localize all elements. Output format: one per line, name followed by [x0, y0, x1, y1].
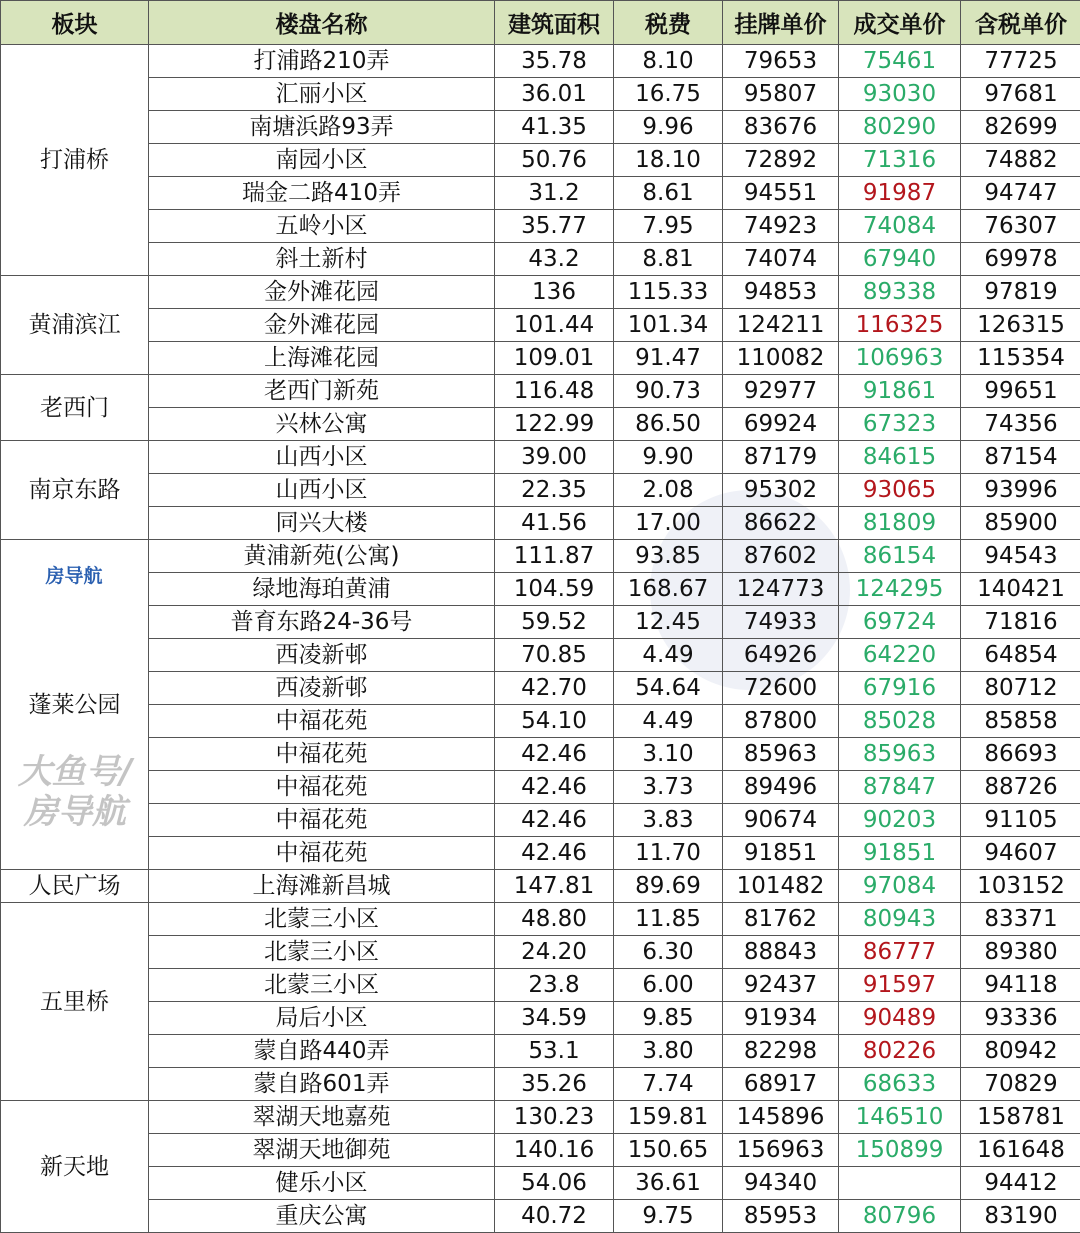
tax-cell: 9.96	[614, 111, 723, 144]
area-cell: 36.01	[495, 78, 614, 111]
tax-cell: 7.95	[614, 210, 723, 243]
deal-price-cell: 80943	[839, 903, 961, 936]
table-row	[1, 1035, 1080, 1068]
name-cell: 五岭小区	[149, 210, 495, 243]
tax-incl-price-cell: 74882	[961, 144, 1080, 177]
tax-cell: 11.70	[614, 837, 723, 870]
table-row	[1, 243, 1080, 276]
area-cell: 53.1	[495, 1035, 614, 1068]
list-price-cell: 90674	[723, 804, 839, 837]
name-cell: 中福花苑	[149, 738, 495, 771]
tax-cell: 93.85	[614, 540, 723, 573]
tax-incl-price-cell: 126315	[961, 309, 1080, 342]
list-price-cell: 86622	[723, 507, 839, 540]
table-row	[1, 804, 1080, 837]
tax-cell: 91.47	[614, 342, 723, 375]
tax-cell: 36.61	[614, 1167, 723, 1200]
deal-price-cell: 124295	[839, 573, 961, 606]
table-row	[1, 870, 1080, 903]
name-cell: 蒙自路440弄	[149, 1035, 495, 1068]
area-cell: 41.35	[495, 111, 614, 144]
tax-incl-price-cell: 91105	[961, 804, 1080, 837]
name-cell: 老西门新苑	[149, 375, 495, 408]
table-row	[1, 705, 1080, 738]
area-cell: 48.80	[495, 903, 614, 936]
tax-cell: 8.81	[614, 243, 723, 276]
deal-price-cell: 87847	[839, 771, 961, 804]
tax-incl-price-cell: 71816	[961, 606, 1080, 639]
name-cell: 金外滩花园	[149, 276, 495, 309]
tax-incl-price-cell: 77725	[961, 45, 1080, 78]
list-price-cell: 94853	[723, 276, 839, 309]
name-cell: 健乐小区	[149, 1167, 495, 1200]
tax-cell: 11.85	[614, 903, 723, 936]
tax-incl-price-cell: 115354	[961, 342, 1080, 375]
table-row	[1, 1101, 1080, 1134]
table-row	[1, 309, 1080, 342]
list-price-cell: 124773	[723, 573, 839, 606]
tax-cell: 86.50	[614, 408, 723, 441]
deal-price-cell: 91597	[839, 969, 961, 1002]
tax-incl-price-cell: 86693	[961, 738, 1080, 771]
deal-price-cell: 89338	[839, 276, 961, 309]
list-price-cell: 85963	[723, 738, 839, 771]
tax-cell: 6.00	[614, 969, 723, 1002]
name-cell: 南塘浜路93弄	[149, 111, 495, 144]
name-cell: 蒙自路601弄	[149, 1068, 495, 1101]
name-cell: 上海滩新昌城	[149, 870, 495, 903]
list-price-cell: 145896	[723, 1101, 839, 1134]
table-row	[1, 903, 1080, 936]
column-header: 税费	[614, 1, 723, 45]
tax-cell: 9.85	[614, 1002, 723, 1035]
table-row	[1, 144, 1080, 177]
deal-price-cell: 90203	[839, 804, 961, 837]
deal-price-cell: 68633	[839, 1068, 961, 1101]
block-cell: 打浦桥	[1, 45, 149, 276]
tax-cell: 16.75	[614, 78, 723, 111]
table-row	[1, 45, 1080, 78]
tax-incl-price-cell: 88726	[961, 771, 1080, 804]
area-cell: 35.78	[495, 45, 614, 78]
tax-cell: 7.74	[614, 1068, 723, 1101]
deal-price-cell: 84615	[839, 441, 961, 474]
deal-price-cell	[839, 1167, 961, 1200]
deal-price-cell: 90489	[839, 1002, 961, 1035]
deal-price-cell: 97084	[839, 870, 961, 903]
footer-watermark: 大鱼号/房导航	[8, 752, 142, 832]
deal-price-cell: 67916	[839, 672, 961, 705]
block-cell: 人民广场	[1, 870, 149, 903]
table-row	[1, 573, 1080, 606]
list-price-cell: 74933	[723, 606, 839, 639]
deal-price-cell: 93030	[839, 78, 961, 111]
logo-watermark: 房导航	[34, 556, 114, 596]
column-header: 含税单价	[961, 1, 1080, 45]
name-cell: 翠湖天地嘉苑	[149, 1101, 495, 1134]
area-cell: 35.26	[495, 1068, 614, 1101]
area-cell: 54.06	[495, 1167, 614, 1200]
name-cell: 局后小区	[149, 1002, 495, 1035]
tax-incl-price-cell: 80712	[961, 672, 1080, 705]
list-price-cell: 64926	[723, 639, 839, 672]
column-header: 楼盘名称	[149, 1, 495, 45]
deal-price-cell: 116325	[839, 309, 961, 342]
name-cell: 中福花苑	[149, 804, 495, 837]
tax-cell: 115.33	[614, 276, 723, 309]
block-cell: 五里桥	[1, 903, 149, 1101]
tax-cell: 8.10	[614, 45, 723, 78]
tax-incl-price-cell: 94747	[961, 177, 1080, 210]
tax-cell: 8.61	[614, 177, 723, 210]
table-row	[1, 210, 1080, 243]
tax-cell: 18.10	[614, 144, 723, 177]
name-cell: 北蒙三小区	[149, 903, 495, 936]
area-cell: 101.44	[495, 309, 614, 342]
table-row	[1, 342, 1080, 375]
name-cell: 西凌新邨	[149, 672, 495, 705]
name-cell: 金外滩花园	[149, 309, 495, 342]
list-price-cell: 82298	[723, 1035, 839, 1068]
list-price-cell: 83676	[723, 111, 839, 144]
area-cell: 109.01	[495, 342, 614, 375]
tax-incl-price-cell: 87154	[961, 441, 1080, 474]
list-price-cell: 156963	[723, 1134, 839, 1167]
tax-incl-price-cell: 89380	[961, 936, 1080, 969]
area-cell: 111.87	[495, 540, 614, 573]
list-price-cell: 74923	[723, 210, 839, 243]
table-row	[1, 474, 1080, 507]
deal-price-cell: 91987	[839, 177, 961, 210]
list-price-cell: 87800	[723, 705, 839, 738]
name-cell: 翠湖天地御苑	[149, 1134, 495, 1167]
column-header: 建筑面积	[495, 1, 614, 45]
column-header: 挂牌单价	[723, 1, 839, 45]
area-cell: 116.48	[495, 375, 614, 408]
table-row	[1, 276, 1080, 309]
area-cell: 54.10	[495, 705, 614, 738]
deal-price-cell: 150899	[839, 1134, 961, 1167]
table-row	[1, 1002, 1080, 1035]
name-cell: 同兴大楼	[149, 507, 495, 540]
deal-price-cell: 146510	[839, 1101, 961, 1134]
name-cell: 北蒙三小区	[149, 969, 495, 1002]
list-price-cell: 89496	[723, 771, 839, 804]
block-cell: 老西门	[1, 375, 149, 441]
table-row	[1, 606, 1080, 639]
area-cell: 42.46	[495, 837, 614, 870]
table-row	[1, 738, 1080, 771]
name-cell: 黄浦新苑(公寓)	[149, 540, 495, 573]
column-header: 板块	[1, 1, 149, 45]
tax-cell: 101.34	[614, 309, 723, 342]
table-row	[1, 639, 1080, 672]
table-row	[1, 1200, 1080, 1233]
name-cell: 西凌新邨	[149, 639, 495, 672]
tax-cell: 3.80	[614, 1035, 723, 1068]
deal-price-cell: 80290	[839, 111, 961, 144]
area-cell: 147.81	[495, 870, 614, 903]
column-header: 成交单价	[839, 1, 961, 45]
deal-price-cell: 91851	[839, 837, 961, 870]
table-row	[1, 969, 1080, 1002]
area-cell: 42.46	[495, 804, 614, 837]
list-price-cell: 91934	[723, 1002, 839, 1035]
tax-cell: 89.69	[614, 870, 723, 903]
area-cell: 35.77	[495, 210, 614, 243]
list-price-cell: 95302	[723, 474, 839, 507]
tax-incl-price-cell: 94607	[961, 837, 1080, 870]
table-row	[1, 672, 1080, 705]
table-row	[1, 1068, 1080, 1101]
deal-price-cell: 85963	[839, 738, 961, 771]
block-cell: 南京东路	[1, 441, 149, 540]
list-price-cell: 92977	[723, 375, 839, 408]
table-row	[1, 1167, 1080, 1200]
tax-incl-price-cell: 161648	[961, 1134, 1080, 1167]
tax-incl-price-cell: 69978	[961, 243, 1080, 276]
area-cell: 42.70	[495, 672, 614, 705]
list-price-cell: 81762	[723, 903, 839, 936]
table-row	[1, 111, 1080, 144]
tax-incl-price-cell: 80942	[961, 1035, 1080, 1068]
area-cell: 42.46	[495, 771, 614, 804]
tax-incl-price-cell: 83371	[961, 903, 1080, 936]
deal-price-cell: 67323	[839, 408, 961, 441]
list-price-cell: 79653	[723, 45, 839, 78]
deal-price-cell: 71316	[839, 144, 961, 177]
area-cell: 22.35	[495, 474, 614, 507]
tax-incl-price-cell: 94118	[961, 969, 1080, 1002]
tax-cell: 17.00	[614, 507, 723, 540]
table-row	[1, 936, 1080, 969]
name-cell: 重庆公寓	[149, 1200, 495, 1233]
area-cell: 130.23	[495, 1101, 614, 1134]
block-cell: 蓬莱公园	[1, 540, 149, 870]
tax-incl-price-cell: 85900	[961, 507, 1080, 540]
name-cell: 中福花苑	[149, 837, 495, 870]
table-row	[1, 540, 1080, 573]
name-cell: 南园小区	[149, 144, 495, 177]
tax-incl-price-cell: 70829	[961, 1068, 1080, 1101]
block-cell: 黄浦滨江	[1, 276, 149, 375]
tax-incl-price-cell: 74356	[961, 408, 1080, 441]
area-cell: 42.46	[495, 738, 614, 771]
area-cell: 140.16	[495, 1134, 614, 1167]
list-price-cell: 85953	[723, 1200, 839, 1233]
list-price-cell: 74074	[723, 243, 839, 276]
name-cell: 山西小区	[149, 474, 495, 507]
tax-incl-price-cell: 82699	[961, 111, 1080, 144]
deal-price-cell: 86154	[839, 540, 961, 573]
tax-incl-price-cell: 93336	[961, 1002, 1080, 1035]
list-price-cell: 95807	[723, 78, 839, 111]
name-cell: 瑞金二路410弄	[149, 177, 495, 210]
table-row	[1, 1134, 1080, 1167]
area-cell: 59.52	[495, 606, 614, 639]
tax-incl-price-cell: 158781	[961, 1101, 1080, 1134]
table-row	[1, 408, 1080, 441]
name-cell: 斜土新村	[149, 243, 495, 276]
tax-incl-price-cell: 140421	[961, 573, 1080, 606]
name-cell: 中福花苑	[149, 771, 495, 804]
name-cell: 山西小区	[149, 441, 495, 474]
list-price-cell: 124211	[723, 309, 839, 342]
name-cell: 汇丽小区	[149, 78, 495, 111]
name-cell: 北蒙三小区	[149, 936, 495, 969]
area-cell: 41.56	[495, 507, 614, 540]
block-cell: 新天地	[1, 1101, 149, 1233]
area-cell: 70.85	[495, 639, 614, 672]
table-row	[1, 78, 1080, 111]
list-price-cell: 87602	[723, 540, 839, 573]
area-cell: 40.72	[495, 1200, 614, 1233]
deal-price-cell: 93065	[839, 474, 961, 507]
area-cell: 23.8	[495, 969, 614, 1002]
tax-cell: 9.75	[614, 1200, 723, 1233]
tax-cell: 3.10	[614, 738, 723, 771]
tax-incl-price-cell: 64854	[961, 639, 1080, 672]
deal-price-cell: 74084	[839, 210, 961, 243]
tax-cell: 4.49	[614, 705, 723, 738]
deal-price-cell: 86777	[839, 936, 961, 969]
deal-price-cell: 80226	[839, 1035, 961, 1068]
tax-incl-price-cell: 103152	[961, 870, 1080, 903]
tax-incl-price-cell: 85858	[961, 705, 1080, 738]
list-price-cell: 94551	[723, 177, 839, 210]
table-row	[1, 837, 1080, 870]
tax-cell: 4.49	[614, 639, 723, 672]
tax-cell: 150.65	[614, 1134, 723, 1167]
name-cell: 上海滩花园	[149, 342, 495, 375]
tax-incl-price-cell: 76307	[961, 210, 1080, 243]
area-cell: 104.59	[495, 573, 614, 606]
tax-cell: 3.73	[614, 771, 723, 804]
tax-cell: 9.90	[614, 441, 723, 474]
deal-price-cell: 67940	[839, 243, 961, 276]
table-row	[1, 177, 1080, 210]
list-price-cell: 101482	[723, 870, 839, 903]
tax-cell: 3.83	[614, 804, 723, 837]
header-row	[1, 1, 1080, 45]
area-cell: 136	[495, 276, 614, 309]
tax-cell: 168.67	[614, 573, 723, 606]
deal-price-cell: 75461	[839, 45, 961, 78]
area-cell: 39.00	[495, 441, 614, 474]
list-price-cell: 72892	[723, 144, 839, 177]
tax-incl-price-cell: 99651	[961, 375, 1080, 408]
deal-price-cell: 91861	[839, 375, 961, 408]
name-cell: 兴林公寓	[149, 408, 495, 441]
area-cell: 31.2	[495, 177, 614, 210]
list-price-cell: 110082	[723, 342, 839, 375]
table-row	[1, 507, 1080, 540]
deal-price-cell: 106963	[839, 342, 961, 375]
area-cell: 34.59	[495, 1002, 614, 1035]
tax-incl-price-cell: 93996	[961, 474, 1080, 507]
tax-cell: 12.45	[614, 606, 723, 639]
table-row	[1, 441, 1080, 474]
tax-cell: 54.64	[614, 672, 723, 705]
tax-incl-price-cell: 94412	[961, 1167, 1080, 1200]
name-cell: 中福花苑	[149, 705, 495, 738]
tax-cell: 2.08	[614, 474, 723, 507]
deal-price-cell: 69724	[839, 606, 961, 639]
list-price-cell: 68917	[723, 1068, 839, 1101]
area-cell: 43.2	[495, 243, 614, 276]
area-cell: 50.76	[495, 144, 614, 177]
list-price-cell: 87179	[723, 441, 839, 474]
tax-incl-price-cell: 94543	[961, 540, 1080, 573]
list-price-cell: 88843	[723, 936, 839, 969]
list-price-cell: 72600	[723, 672, 839, 705]
name-cell: 普育东路24-36号	[149, 606, 495, 639]
name-cell: 绿地海珀黄浦	[149, 573, 495, 606]
area-cell: 122.99	[495, 408, 614, 441]
tax-cell: 90.73	[614, 375, 723, 408]
list-price-cell: 69924	[723, 408, 839, 441]
table-row	[1, 771, 1080, 804]
deal-price-cell: 81809	[839, 507, 961, 540]
list-price-cell: 92437	[723, 969, 839, 1002]
tax-incl-price-cell: 97819	[961, 276, 1080, 309]
tax-cell: 6.30	[614, 936, 723, 969]
deal-price-cell: 80796	[839, 1200, 961, 1233]
table-row	[1, 375, 1080, 408]
tax-incl-price-cell: 83190	[961, 1200, 1080, 1233]
tax-cell: 159.81	[614, 1101, 723, 1134]
deal-price-cell: 85028	[839, 705, 961, 738]
tax-incl-price-cell: 97681	[961, 78, 1080, 111]
name-cell: 打浦路210弄	[149, 45, 495, 78]
deal-price-cell: 64220	[839, 639, 961, 672]
list-price-cell: 91851	[723, 837, 839, 870]
area-cell: 24.20	[495, 936, 614, 969]
list-price-cell: 94340	[723, 1167, 839, 1200]
